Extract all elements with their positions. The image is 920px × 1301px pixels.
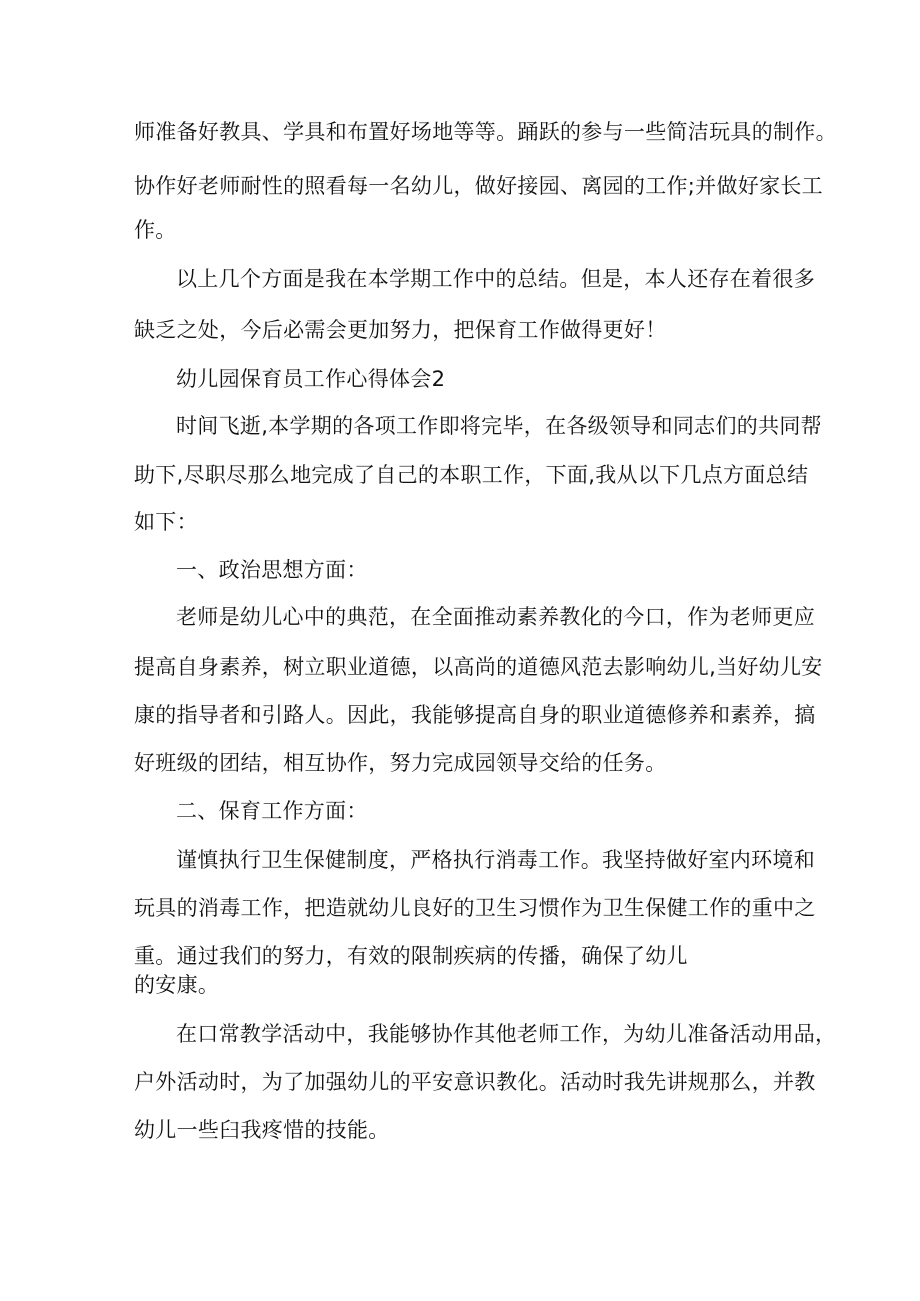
subheading: 一、政治思想方面： bbox=[176, 558, 368, 582]
text-line: 老师是幼儿心中的典范，在全面推动素养教化的今口，作为老师更应 bbox=[176, 605, 815, 629]
text-line: 提高自身素养，树立职业道德，以高尚的道德风范去影响幼儿,当好幼儿安 bbox=[134, 655, 823, 679]
text-line: 如下： bbox=[134, 510, 198, 534]
text-line: 重。通过我们的努力，有效的限制疾病的传播，确保了幼儿 bbox=[134, 944, 688, 968]
text-line: 好班级的团结，相互协作，努力完成园领导交给的任务。 bbox=[134, 751, 667, 775]
text-line: 时间飞逝,本学期的各项工作即将完毕，在各级领导和同志们的共同帮 bbox=[176, 414, 822, 438]
text-line: 谨慎执行卫生保健制度，严格执行消毒工作。我坚持做好室内环境和 bbox=[176, 848, 815, 872]
text-line: 的安康。 bbox=[134, 973, 220, 997]
text-line: 幼儿一些臼我疼惜的技能。 bbox=[134, 1118, 390, 1142]
text-line: 师准备好教具、学具和布置好场地等等。踊跃的参与一些简洁玩具的制作。 bbox=[134, 120, 837, 144]
text-line: 在口常教学活动中，我能够协作其他老师工作，为幼儿准备活动用品， bbox=[176, 1022, 837, 1046]
subheading: 二、保育工作方面： bbox=[176, 799, 368, 823]
text-line: 玩具的消毒工作，把造就幼儿良好的卫生习惯作为卫生保健工作的重中之 bbox=[134, 896, 816, 920]
text-line: 以上几个方面是我在本学期工作中的总结。但是，本人还存在着很多 bbox=[176, 267, 815, 291]
section-heading: 幼儿园保育员工作心得体会2 bbox=[176, 367, 446, 391]
text-line: 作。 bbox=[134, 218, 177, 242]
text-line: 康的指导者和引路人。因此，我能够提高自身的职业道德修养和素养，搞 bbox=[134, 703, 816, 727]
text-line: 助下,尽职尽那么地完成了自己的本职工作，下面,我从以下几点方面总结 bbox=[134, 463, 809, 487]
text-line: 协作好老师耐性的照看每一名幼儿，做好接园、离园的工作;并做好家长工 bbox=[134, 174, 823, 198]
text-line: 缺乏之处，今后必需会更加努力，把保育工作做得更好！ bbox=[134, 318, 667, 342]
text-line: 户外活动时，为了加强幼儿的平安意识教化。活动时我先讲规那么，并教 bbox=[134, 1070, 816, 1094]
